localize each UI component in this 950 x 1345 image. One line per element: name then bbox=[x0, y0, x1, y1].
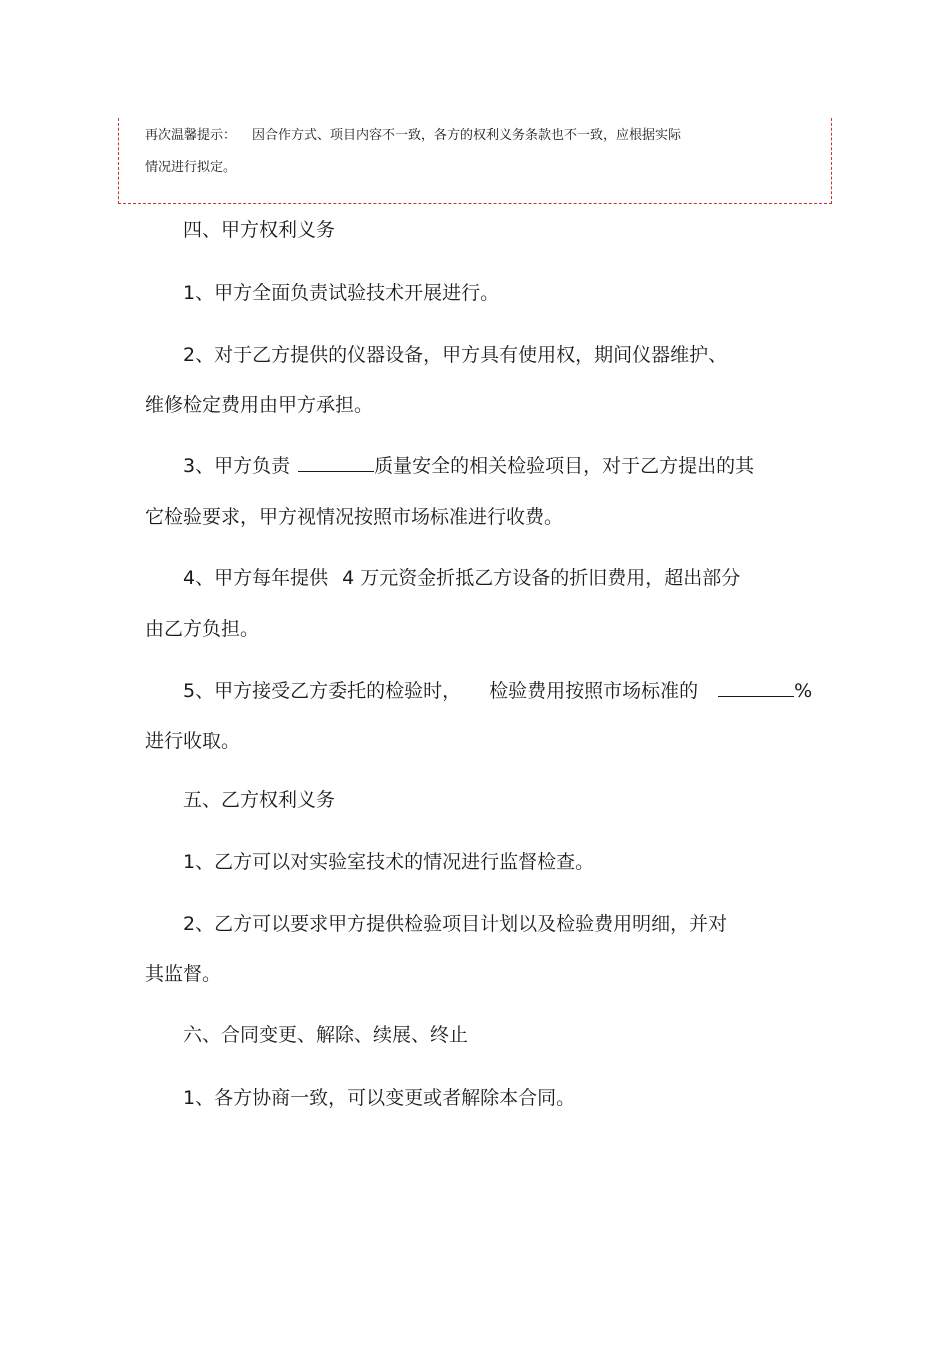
section5-item2-line1: 2、乙方可以要求甲方提供检验项目计划以及检验费用明细，并对 bbox=[183, 913, 728, 935]
item4-suffix: 万元资金折抵乙方设备的折旧费用，超出部分 bbox=[360, 567, 741, 589]
section4-item2-line1: 2、对于乙方提供的仪器设备，甲方具有使用权，期间仪器维护、 bbox=[183, 344, 728, 366]
section4-item3-line2: 它检验要求，甲方视情况按照市场标准进行收费。 bbox=[145, 506, 564, 528]
item3-prefix: 3、甲方负责 bbox=[183, 455, 291, 477]
section4-heading: 四、甲方权利义务 bbox=[183, 219, 336, 241]
item5-prefix: 5、甲方接受乙方委托的检验时， bbox=[183, 680, 462, 702]
section4-item5-line1 bbox=[183, 678, 812, 703]
section6-heading: 六、合同变更、解除、续展、终止 bbox=[183, 1024, 469, 1046]
item4-amount: 4 bbox=[342, 567, 355, 589]
section4-item1: 1、甲方全面负责试验技术开展进行。 bbox=[183, 282, 500, 304]
section4-item4-line2: 由乙方负担。 bbox=[145, 618, 260, 640]
section4-item5-line2: 进行收取。 bbox=[145, 730, 241, 752]
section6-item1: 1、各方协商一致，可以变更或者解除本合同。 bbox=[183, 1087, 576, 1109]
tip-box bbox=[118, 118, 832, 204]
item5-blank bbox=[718, 678, 794, 697]
section4-item2-line2: 维修检定费用由甲方承担。 bbox=[145, 394, 374, 416]
item5-middle: 检验费用按照市场标准的 bbox=[489, 680, 699, 702]
section4-item4-line1 bbox=[183, 566, 740, 590]
section5-heading: 五、乙方权利义务 bbox=[183, 789, 336, 811]
item4-prefix: 4、甲方每年提供 bbox=[183, 567, 329, 589]
tip-text-1: 因合作方式、项目内容不一致，各方的权利义务条款也不一致，应根据实际 bbox=[252, 128, 682, 143]
section5-item1: 1、乙方可以对实验室技术的情况进行监督检查。 bbox=[183, 851, 595, 873]
item5-unit: % bbox=[794, 680, 813, 702]
tip-label: 再次温馨提示： bbox=[145, 128, 237, 143]
item3-suffix: 质量安全的相关检验项目，对于乙方提出的其 bbox=[374, 455, 755, 477]
section5-item2-line2: 其监督。 bbox=[145, 963, 222, 985]
section4-item3-line1 bbox=[183, 453, 754, 478]
tip-line-1 bbox=[145, 128, 681, 144]
item3-blank bbox=[298, 453, 374, 472]
tip-line-2: 情况进行拟定。 bbox=[145, 160, 237, 175]
